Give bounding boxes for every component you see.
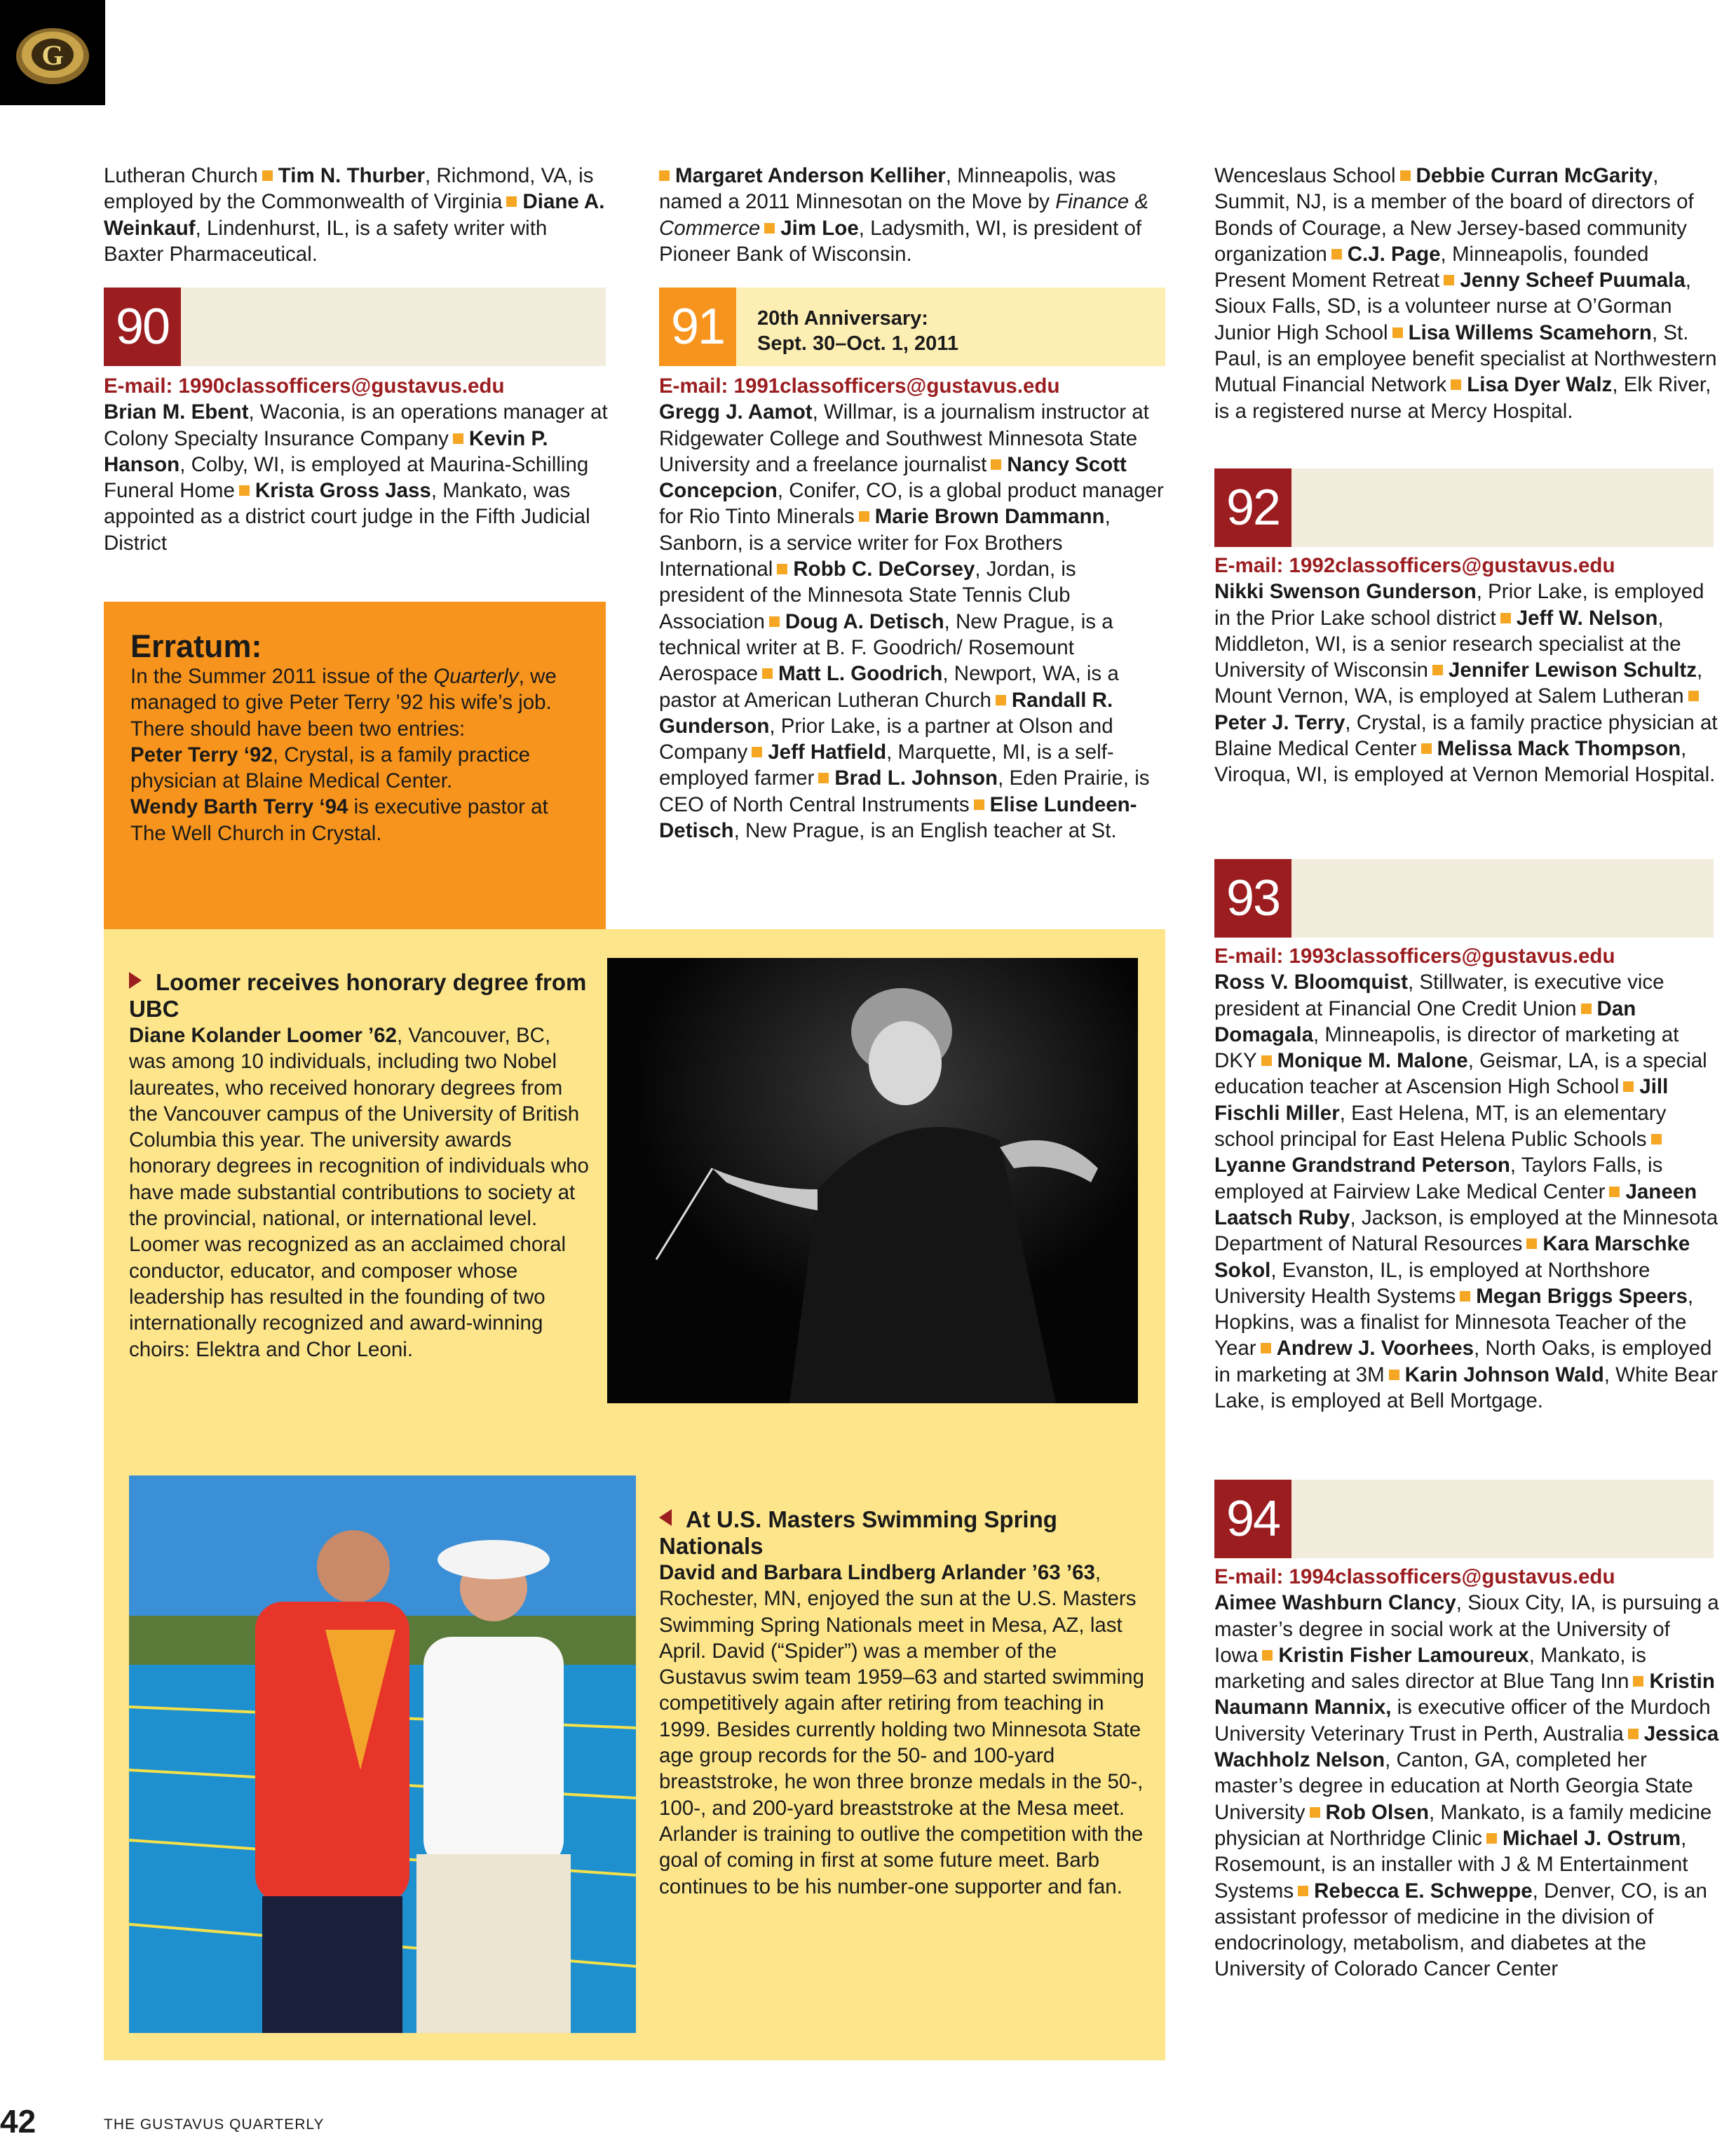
class-year-number: 91 — [659, 288, 736, 366]
svg-text:G: G — [41, 39, 64, 71]
class93-email[interactable]: E-mail: 1993classofficers@gustavus.edu — [1214, 945, 1615, 968]
erratum-box: Erratum: In the Summer 2011 issue of the Quarterly, we managed to give Peter Terry ’92 his wife’s job. There should have been two entries: Peter Terry ‘92, Crystal, is a family practice physician at Blaine Medical Center. Wendy Barth Terry ‘94 is executive pastor at The Well Church in Crystal. — [104, 602, 606, 929]
class-year-number: 90 — [104, 288, 181, 366]
swimmers-image — [129, 1475, 636, 2033]
class91-email[interactable]: E-mail: 1991classofficers@gustavus.edu — [659, 374, 1060, 398]
class94-header — [1214, 1480, 1714, 1558]
class91-header — [659, 288, 1165, 366]
page-number: 42 — [0, 2103, 36, 2140]
class89-continued: Lutheran Church Tim N. Thurber, Richmond, VA, is employed by the Commonwealth of Virginia Diane A. Weinkauf, Lindenhurst, IL, is a safety writer with Baxter Pharmaceutical. — [104, 164, 605, 266]
class91-notes: E-mail: 1991classofficers@gustavus.edu Gregg J. Aamot, Willmar, is a journalism instructor at Ridgewater College and Southwest Minnesota State University and a freelance journalist Nancy Scott Concepcion, Conifer, CO, is a global product manager for Rio Tinto Minerals Marie Brown Dammann, Sanborn, is a service writer for Fox Brothers International Robb C. DeCorsey, Jordan, is president of the Minnesota State Tennis Club Association Doug A. Detisch, New Prague, is a technical writer at B. F. Goodrich/ Rosemount Aerospace Matt L. Goodrich, Newport, WA, is a pastor at American Lutheran Church Randall R. Gunderson, Prior Lake, is a partner at Olson and Company Jeff Hatfield, Marquette, MI, is a self-employed farmer Brad L. Johnson, Eden Prairie, is CEO of North Central Instruments Elise Lundeen-Detisch, New Prague, is an English teacher at St. — [659, 374, 1164, 843]
loomer-body: Diane Kolander Loomer ’62, Vancouver, BC, was among 10 individuals, including two Nobel laureates, who received honorary degrees from the Vancouver campus of the University of British Columbia this year. The university awards honorary degrees in recognition of individuals who have made substantial contributions to society at the provincial, national, or international level. Loomer was recognized as an acclaimed choral conductor, educator, and composer whose leadership has resulted in the founding of two internationally recognized and award-winning choirs: Elektra and Chor Leoni. — [129, 1024, 589, 1361]
class-year-number: 93 — [1214, 859, 1291, 938]
class90-header — [104, 288, 606, 366]
arrow-left-icon — [659, 1509, 672, 1526]
loomer-story — [129, 969, 592, 1363]
anniversary-note: 20th Anniversary: Sept. 30–Oct. 1, 2011 — [757, 307, 958, 355]
column3-top: Wenceslaus School Debbie Curran McGarity, Summit, NJ, is a member of the board of directors of Bonds of Courage, a New Jersey-based community organization C.J. Page, Minneapolis, founded Present Moment Retreat Jenny Scheef Puumala, Sioux Falls, SD, is a volunteer nurse at O’Gorman Junior High School Lisa Willems Scamehorn, St. Paul, is an employee benefit specialist at Northwestern Mutual Financial Network Lisa Dyer Walz, Elk River, is a registered nurse at Mercy Hospital. — [1214, 164, 1717, 423]
swim-body: David and Barbara Lindberg Arlander ’63 ’63, Rochester, MN, enjoyed the sun at the U.S. Masters Swimming Spring Nationals meet in Mesa, AZ, last April. David (“Spider”) was a member of the Gustavus swim team 1959–63 and started swimming competitively again after retiring from teaching in 1999. Besides currently holding two Minnesota State age group records for the 50- and 100-yard breaststroke, he won three bronze medals in the 50-, 100-, and 200-yard breaststroke at the Mesa meet. Arlander is training to outlive the competition with the goal of coming in first at some future meet. Barb continues to be his number-one supporter and fan. — [659, 1561, 1144, 1898]
swim-story — [659, 1506, 1150, 1900]
class-year-number: 92 — [1214, 468, 1291, 547]
arrow-right-icon — [129, 972, 142, 989]
class93-header — [1214, 859, 1714, 938]
ring-icon — [0, 0, 105, 105]
class90-notes: E-mail: 1990classofficers@gustavus.edu Brian M. Ebent, Waconia, is an operations manager at Colony Specialty Insurance Company Kevin P. Hanson, Colby, WI, is employed at Maurina-Schilling Funeral Home Krista Gross Jass, Mankato, was appointed as a district court judge in the Fifth Judicial District — [104, 374, 608, 555]
swimming-photo — [129, 1475, 636, 2033]
class90-email[interactable]: E-mail: 1990classofficers@gustavus.edu — [104, 374, 505, 398]
conductor-photo — [607, 958, 1138, 1403]
class94-notes: E-mail: 1994classofficers@gustavus.edu Aimee Washburn Clancy, Sioux City, IA, is pursuing a master’s degree in social work at the University of Iowa Kristin Fisher Lamoureux, Mankato, is marketing and sales director at Blue Tang Inn Kristin Naumann Mannix, is executive officer of the Murdoch University Veterinary Trust in Perth, Australia Jessica Wachholz Nelson, Canton, GA, completed her master’s degree in education at North Georgia State University Rob Olsen, Mankato, is a family medicine physician at Northridge Clinic Michael J. Ostrum, Rosemount, is an installer with J & M Entertainment Systems Rebecca E. Schweppe, Denver, CO, is an assistant professor of medicine in the division of endocrinology, metabolism, and diabetes at the University of Colorado Cancer Center — [1214, 1565, 1719, 1981]
class94-email[interactable]: E-mail: 1994classofficers@gustavus.edu — [1214, 1565, 1615, 1588]
column2-top: Margaret Anderson Kelliher, Minneapolis, was named a 2011 Minnesotan on the Move by Finance & Commerce Jim Loe, Ladysmith, WI, is president of Pioneer Bank of Wisconsin. — [659, 164, 1149, 266]
column1-top — [104, 163, 609, 267]
class92-email[interactable]: E-mail: 1992classofficers@gustavus.edu — [1214, 554, 1615, 577]
class92-notes: E-mail: 1992classofficers@gustavus.edu Nikki Swenson Gunderson, Prior Lake, is employed in the Prior Lake school district Jeff W. Nelson, Middleton, WI, is a senior research specialist at the University of Wisconsin Jennifer Lewison Schultz, Mount Vernon, WA, is employed at Salem LutheranPeter J. Terry, Crystal, is a family practice physician at Blaine Medical Center Melissa Mack Thompson, Viroqua, WI, is employed at Vernon Memorial Hospital. — [1214, 554, 1718, 787]
class93-notes: E-mail: 1993classofficers@gustavus.edu Ross V. Bloomquist, Stillwater, is executive vice president at Financial One Credit Union Dan Domagala, Minneapolis, is director of marketing at DKY Monique M. Malone, Geismar, LA, is a special education teacher at Ascension High School Jill Fischli Miller, East Helena, MT, is an elementary school principal for East Helena Public SchoolsLyanne Grandstrand Peterson, Taylors Falls, is employed at Fairview Lake Medical Center Janeen Laatsch Ruby, Jackson, is employed at the Minnesota Department of Natural Resources Kara Marschke Sokol, Evanston, IL, is employed at Northshore University Health Systems Megan Briggs Speers, Hopkins, was a finalist for Minnesota Teacher of the Year Andrew J. Voorhees, North Oaks, is employed in marketing at 3M Karin Johnson Wald, White Bear Lake, is employed at Bell Mortgage. — [1214, 945, 1718, 1413]
erratum-text: In the Summer 2011 issue of the Quarterly, we managed to give Peter Terry ’92 his wife’s job. There should have been two entries: — [130, 665, 557, 741]
conductor-image — [607, 958, 1138, 1403]
erratum-title: Erratum: — [130, 628, 262, 664]
gustavus-ring-logo — [0, 0, 105, 105]
publication-name: THE GUSTAVUS QUARTERLY — [104, 2116, 325, 2133]
class-year-number: 94 — [1214, 1480, 1291, 1558]
loomer-headline: Loomer receives honorary degree from UBC — [129, 969, 587, 1022]
swim-headline: At U.S. Masters Swimming Spring Nationals — [659, 1506, 1057, 1559]
class92-header — [1214, 468, 1714, 547]
